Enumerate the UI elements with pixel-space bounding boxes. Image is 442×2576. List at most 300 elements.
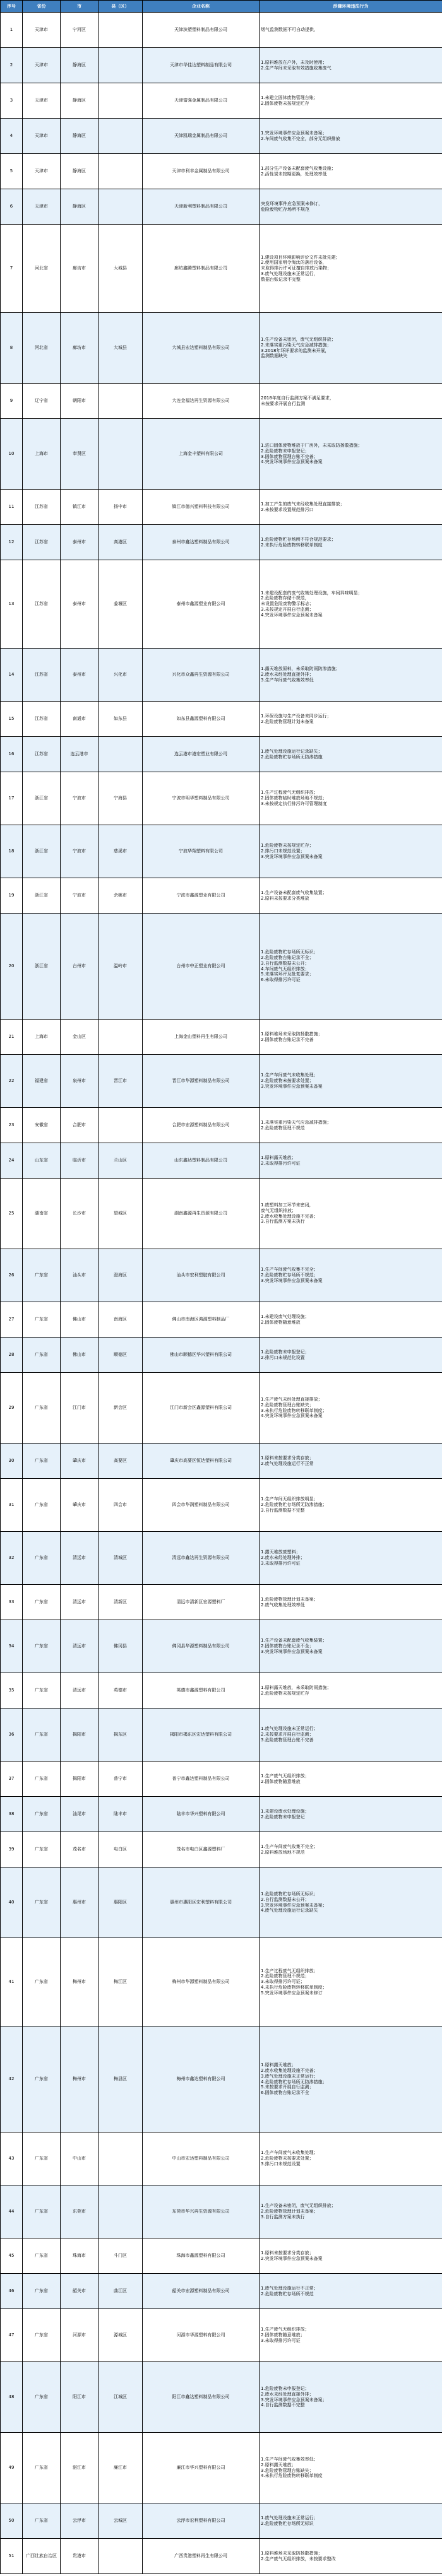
cell-violation: 1.原料未按要求分类存放； 2.废气处理设施运行不正常 (260, 1444, 442, 1479)
table-row (1, 2539, 442, 2574)
cell-violation: 1.原料堆场未采取防扬散措施； 2.生产废气无组织排放，未按要求整改 (260, 2539, 442, 2574)
table-row (1, 1832, 442, 1867)
cell-city: 江门市 (61, 1373, 99, 1444)
cell-violation: 1.生产废气未经处理直接排放； 2.危险废物管理台账缺失； 3.未执行危险废物转移联单制度； 4.突发环境事件应急预案未备案 (260, 1373, 442, 1444)
cell-county (99, 2132, 143, 2185)
cell-county (99, 2185, 143, 2238)
cell-county: 佛冈县 (99, 1620, 143, 1673)
cell-company: 泰州市鑫达塑料制品有限公司 (143, 525, 260, 560)
cell-city: 临沂市 (61, 1143, 99, 1179)
cell-index: 11 (1, 490, 23, 525)
cell-violation: 1.生产车间废气收集不完全； 2.危险废物贮存场所不规范； 3.突发环境事件应急预案未备案 (260, 1249, 442, 1302)
cell-index: 15 (1, 702, 23, 737)
cell-index: 4 (1, 119, 23, 154)
table-row (1, 13, 442, 48)
cell-index: 28 (1, 1338, 23, 1373)
cell-index: 34 (1, 1620, 23, 1673)
table-row (1, 2238, 442, 2274)
cell-violation: 1.原料露天堆放，未采取防雨措施； 2.危险废物未按规定贮存 (260, 1673, 442, 1709)
cell-violation: 1.废气处理设施运行不正常； 2.危险废物贮存场所不规范 (260, 2274, 442, 2309)
cell-company: 上海金山塑料再生有限公司 (143, 1020, 260, 1055)
cell-city: 泉州市 (61, 1055, 99, 1108)
table-row (1, 2132, 442, 2185)
cell-city: 贵港市 (61, 2539, 99, 2574)
cell-city: 清远市 (61, 1620, 99, 1673)
cell-county: 源城区 (99, 2309, 143, 2362)
table-row (1, 825, 442, 878)
cell-county: 如东县 (99, 702, 143, 737)
cell-province: 浙江省 (23, 825, 61, 878)
cell-county (99, 737, 143, 772)
cell-violation: 1.危险废物未按规定贮存； 2.排污口未规范设置； 3.突发环境事件应急预案未备案 (260, 825, 442, 878)
table-row (1, 1532, 442, 1585)
cell-company: 镇江市德兴塑料科技有限公司 (143, 490, 260, 525)
cell-province: 山东省 (23, 1143, 61, 1179)
cell-index: 2 (1, 48, 23, 83)
cell-company: 普宁市鑫达塑料制品有限公司 (143, 1761, 260, 1797)
cell-province: 广东省 (23, 2132, 61, 2185)
cell-county: 斗门区 (99, 2238, 143, 2274)
cell-province: 广东省 (23, 1444, 61, 1479)
cell-county: 曲江区 (99, 2274, 143, 2309)
header-county: 县（区） (99, 1, 143, 13)
cell-city: 阳江市 (61, 2362, 99, 2433)
cell-province: 广东省 (23, 2026, 61, 2132)
cell-index: 9 (1, 384, 23, 419)
cell-index: 35 (1, 1673, 23, 1709)
cell-company: 肇庆市高要区恒达塑料有限公司 (143, 1444, 260, 1479)
table-row (1, 1302, 442, 1338)
cell-city: 宁波市 (61, 772, 99, 825)
cell-city: 云浮市 (61, 2503, 99, 2539)
cell-county (99, 2539, 143, 2574)
cell-index: 43 (1, 2132, 23, 2185)
cell-province: 天津市 (23, 13, 61, 48)
table-row (1, 702, 442, 737)
cell-province: 广东省 (23, 1479, 61, 1532)
header-province: 省份 (23, 1, 61, 13)
table-row (1, 560, 442, 649)
cell-county: 四会市 (99, 1479, 143, 1532)
cell-county: 姜堰区 (99, 560, 143, 649)
cell-city: 静海区 (61, 48, 99, 83)
cell-county: 澄海区 (99, 1249, 143, 1302)
cell-province: 广东省 (23, 1338, 61, 1373)
cell-company: 梅州市鑫达塑料有限公司 (143, 2026, 260, 2132)
cell-violation: 1.加工产生的废气未经收集处理直接排放； 2.未按要求设置规范排污口 (260, 490, 442, 525)
cell-province: 江苏省 (23, 560, 61, 649)
cell-province: 广西壮族自治区 (23, 2539, 61, 2574)
cell-index: 27 (1, 1302, 23, 1338)
cell-violation: 1.危险废物未申报登记； 2.废水未经处理直接外排； 3.突发环境事件应急预案未备案； 4.自行监测数据不完整 (260, 2362, 442, 2433)
cell-city: 廊坊市 (61, 313, 99, 384)
table-row (1, 878, 442, 914)
cell-county: 梅县区 (99, 2026, 143, 2132)
cell-company: 天津新利塑料制品有限公司 (143, 189, 260, 225)
table-row (1, 154, 442, 189)
cell-city: 泰州市 (61, 649, 99, 702)
table-row (1, 119, 442, 154)
table-row (1, 419, 442, 490)
cell-county (99, 384, 143, 419)
cell-county: 温岭市 (99, 914, 143, 1020)
cell-city: 连云港市 (61, 737, 99, 772)
cell-index: 47 (1, 2309, 23, 2362)
table-row (1, 2362, 442, 2433)
cell-index: 36 (1, 1709, 23, 1761)
cell-province: 广东省 (23, 2238, 61, 2274)
cell-violation: 1.废气处理设施运行记录缺失； 2.危险废物贮存场所无防渗措施 (260, 737, 442, 772)
cell-index: 23 (1, 1108, 23, 1143)
cell-company: 兴化市众鑫再生资源有限公司 (143, 649, 260, 702)
cell-city: 汕头市 (61, 1249, 99, 1302)
cell-county: 廉江市 (99, 2433, 143, 2503)
cell-city: 汕尾市 (61, 1797, 99, 1832)
cell-violation: 1.未落实重污染天气应急减排措施； 2.危险废物管理不规范 (260, 1108, 442, 1143)
cell-city: 静海区 (61, 154, 99, 189)
cell-violation: 1.生产设备未配套废气收集装置； 2.固体废物台账记录不全； 3.突发环境事件应急预案未备案 (260, 1620, 442, 1673)
cell-city: 金山区 (61, 1020, 99, 1055)
cell-province: 浙江省 (23, 772, 61, 825)
cell-company: 大城县宏达塑料制品有限公司 (143, 313, 260, 384)
cell-county (99, 419, 143, 490)
cell-city: 长沙市 (61, 1179, 99, 1249)
cell-city: 清远市 (61, 1532, 99, 1585)
cell-province: 天津市 (23, 48, 61, 83)
cell-county: 清城区 (99, 1532, 143, 1585)
cell-province: 天津市 (23, 189, 61, 225)
cell-index: 48 (1, 2362, 23, 2433)
cell-index: 44 (1, 2185, 23, 2238)
header-violation: 涉嫌环境违法行为 (260, 1, 442, 13)
cell-city: 揭阳市 (61, 1761, 99, 1797)
cell-violation: 1.进口固体废物堆放于厂房外，未采取防扬散措施； 2.危险废物未申报登记； 3.固体废物管理台账不完善； 4.突发环境事件应急预案未备案 (260, 419, 442, 490)
cell-index: 20 (1, 914, 23, 1020)
cell-company: 东莞市华兴再生资源有限公司 (143, 2185, 260, 2238)
cell-violation: 1.环保设施与生产设备未同步运行； 2.危险废物管理计划未备案 (260, 702, 442, 737)
cell-province: 广东省 (23, 1832, 61, 1867)
table-row (1, 772, 442, 825)
header-index: 序号 (1, 1, 23, 13)
table-row (1, 1338, 442, 1373)
cell-city: 梅州市 (61, 1938, 99, 2026)
cell-province: 江苏省 (23, 737, 61, 772)
cell-violation: 1.废塑料加工环节未密闭， 废气无组织排放； 2.废水收集处理设施不完善； 3.自行监测方案未执行 (260, 1179, 442, 1249)
cell-province: 广东省 (23, 2362, 61, 2433)
cell-index: 14 (1, 649, 23, 702)
cell-company: 天津市华佳达塑料制品有限公司 (143, 48, 260, 83)
cell-province: 浙江省 (23, 878, 61, 914)
cell-company: 汕头市宏利塑胶有限公司 (143, 1249, 260, 1302)
cell-province: 广东省 (23, 2503, 61, 2539)
cell-violation: 1.原料露天堆放； 2.废水收集处理设施不完善； 3.废气处理设施未正常运行； 4.危险废物贮存场所无防渗措施； 5.未按要求开展自行监测； 6.固体废物台账记录不全 (260, 2026, 442, 2132)
cell-county (99, 83, 143, 119)
cell-company: 山东鑫达塑料制品有限公司 (143, 1143, 260, 1179)
cell-company: 茂名市电白区鑫源塑料厂 (143, 1832, 260, 1867)
cell-county (99, 154, 143, 189)
table-row (1, 1249, 442, 1302)
cell-violation: 1.未建设废气处理设施； 2.固体废物随意堆放 (260, 1302, 442, 1338)
cell-company: 云浮市宏利塑料有限公司 (143, 2503, 260, 2539)
cell-index: 30 (1, 1444, 23, 1479)
table-row (1, 2185, 442, 2238)
cell-index: 22 (1, 1055, 23, 1108)
table-row (1, 1761, 442, 1797)
cell-province: 广东省 (23, 1761, 61, 1797)
cell-province: 福建省 (23, 1055, 61, 1108)
cell-company: 宁波市明华塑料制品有限公司 (143, 772, 260, 825)
cell-province: 辽宁省 (23, 384, 61, 419)
cell-index: 39 (1, 1832, 23, 1867)
cell-violation: 1.突发环境事件应急预案未备案； 2.车间废气收集不完全，部分无组织排放 (260, 119, 442, 154)
cell-index: 1 (1, 13, 23, 48)
table-row (1, 2309, 442, 2362)
cell-violation: 1.废气处理设施未正常运行； 2.未按要求开展自行监测； 3.危险废物管理台账不完善 (260, 1709, 442, 1761)
cell-violation: 1.生产过程废气无组织排放； 2.固体废物临时堆放场地不规范； 3.未按规定执行排污许可管理制度 (260, 772, 442, 825)
cell-city: 镇江市 (61, 490, 99, 525)
cell-index: 33 (1, 1585, 23, 1620)
cell-province: 广东省 (23, 1585, 61, 1620)
cell-violation: 1.生产车间无组织排放明显； 2.危险废物贮存场所无防渗措施； 3.自行监测数据不完整 (260, 1479, 442, 1532)
cell-index: 46 (1, 2274, 23, 2309)
cell-company: 天津凯瑞金属制品有限公司 (143, 119, 260, 154)
cell-company: 广西贵港塑料再生有限公司 (143, 2539, 260, 2574)
table-row (1, 1108, 442, 1143)
cell-province: 河北省 (23, 225, 61, 313)
cell-company: 揭阳市揭东区宏达塑料有限公司 (143, 1709, 260, 1761)
cell-city: 奉贤区 (61, 419, 99, 490)
cell-index: 16 (1, 737, 23, 772)
table-row (1, 2433, 442, 2503)
cell-company: 清远市鑫达再生资源有限公司 (143, 1532, 260, 1585)
cell-province: 广东省 (23, 1673, 61, 1709)
cell-violation: 1.生产废气无组织排放； 2.固体废物随意堆放； 3.未取得排污许可证 (260, 2309, 442, 2362)
cell-county: 高港区 (99, 525, 143, 560)
cell-province: 上海市 (23, 419, 61, 490)
cell-county: 大城县 (99, 313, 143, 384)
header-company: 企业名称 (143, 1, 260, 13)
cell-county: 晋江市 (99, 1055, 143, 1108)
cell-violation: 1.原料堆场未采取防扬散措施； 2.固体废物台账记录不完善 (260, 1020, 442, 1055)
table-row (1, 1938, 442, 2026)
cell-company: 天津富强金属制品有限公司 (143, 83, 260, 119)
cell-county: 慈溪市 (99, 825, 143, 878)
cell-violation: 1.生产设备未配套废气收集装置； 2.原料未按要求分类堆放 (260, 878, 442, 914)
cell-violation: 1.原料未按要求分类存放； 2.突发环境事件应急预案未备案 (260, 2238, 442, 2274)
cell-violation: 突发环境事件应急预案未修订， 危险废物贮存场所不规范 (260, 189, 442, 225)
cell-city: 静海区 (61, 189, 99, 225)
cell-county: 江城区 (99, 2362, 143, 2433)
cell-county: 扬中市 (99, 490, 143, 525)
cell-city: 惠州市 (61, 1867, 99, 1938)
table-row (1, 1797, 442, 1832)
cell-county (99, 189, 143, 225)
table-row (1, 1673, 442, 1709)
cell-city: 清远市 (61, 1673, 99, 1709)
cell-province: 广东省 (23, 1797, 61, 1832)
cell-index: 42 (1, 2026, 23, 2132)
cell-province: 湖南省 (23, 1179, 61, 1249)
cell-company: 韶关市宏源塑料制品有限公司 (143, 2274, 260, 2309)
cell-county: 电白区 (99, 1832, 143, 1867)
table-row (1, 2274, 442, 2309)
cell-province: 江苏省 (23, 525, 61, 560)
cell-index: 25 (1, 1179, 23, 1249)
cell-violation: 1.部分生产设备未配套废气收集设施； 2.活性炭未按期更换，处理效率低 (260, 154, 442, 189)
table-row (1, 189, 442, 225)
table-row (1, 1373, 442, 1444)
table-row (1, 225, 442, 313)
table-row (1, 1444, 442, 1479)
cell-province: 广东省 (23, 1709, 61, 1761)
cell-company: 宁波华翔塑料有限公司 (143, 825, 260, 878)
cell-company: 四会市华润塑料制品有限公司 (143, 1479, 260, 1532)
cell-index: 18 (1, 825, 23, 878)
cell-city: 佛山市 (61, 1302, 99, 1338)
cell-violation: 1.危险废物未申报登记； 2.排污口未规范化设置 (260, 1338, 442, 1373)
table-row (1, 313, 442, 384)
cell-index: 38 (1, 1797, 23, 1832)
cell-city: 泰州市 (61, 525, 99, 560)
table-row (1, 1143, 442, 1179)
cell-violation: 1.露天堆放废塑料； 2.废水未经处理外排； 3.未取得排污许可证 (260, 1532, 442, 1585)
cell-index: 29 (1, 1373, 23, 1444)
cell-company: 清远市清新区宏源塑料厂 (143, 1585, 260, 1620)
cell-city: 中山市 (61, 2132, 99, 2185)
cell-county: 云城区 (99, 2503, 143, 2539)
cell-province: 广东省 (23, 2433, 61, 2503)
cell-county: 望城区 (99, 1179, 143, 1249)
cell-violation: 2018年度自行监测方案不满足要求， 未按要求开展自行监测 (260, 384, 442, 419)
cell-violation: 1.未建设配套的废气收集处理设施，车间异味明显； 2.危险废物存储不规范， 未设置危险废物警示标志； 3.未按规定开展自行监测； 4.突发环境事件应急预案未备案 (260, 560, 442, 649)
cell-violation: 1.生产设备未密闭，废气无组织排放； 2.未落实重污染天气应急减排措施； 3.2018年环评要求的监测未开展， 监测数据缺失 (260, 313, 442, 384)
cell-company: 英德市鑫源塑料有限公司 (143, 1673, 260, 1709)
cell-index: 19 (1, 878, 23, 914)
cell-index: 49 (1, 2433, 23, 2503)
cell-county: 普宁市 (99, 1761, 143, 1797)
cell-province: 天津市 (23, 83, 61, 119)
cell-index: 12 (1, 525, 23, 560)
cell-violation: 1.危险废物贮存场所不符合规范要求； 2.未执行危险废物转移联单制度 (260, 525, 442, 560)
cell-county: 大城县 (99, 225, 143, 313)
cell-company: 湖南鑫源再生资源有限公司 (143, 1179, 260, 1249)
cell-province: 天津市 (23, 119, 61, 154)
cell-county: 新会区 (99, 1373, 143, 1444)
table-row (1, 525, 442, 560)
cell-company: 上海金丰塑料有限公司 (143, 419, 260, 490)
table-row (1, 490, 442, 525)
cell-company: 泰州市鑫源塑业有限公司 (143, 560, 260, 649)
cell-violation: 1.建设项目环境影响评价文件未批先建； 2.使用国家明令淘汰的落后设备， 未取得排污许可证擅自排放污染物； 3.废气处理设施未正常运行， 数据台账记录不完整 (260, 225, 442, 313)
cell-county: 陆丰市 (99, 1797, 143, 1832)
table-row (1, 1620, 442, 1673)
cell-county: 惠阳区 (99, 1867, 143, 1938)
cell-violation: 1.生产车间废气未收集处理； 2.危险废物未按要求处置； 3.突发环境事件应急预案未备案 (260, 1055, 442, 1108)
cell-violation: 1.未建设废水处理设施； 2.危险废物未申报登记 (260, 1797, 442, 1832)
cell-violation: 1.危险废物贮存场所无标识； 2.危险废物台账记录不全； 3.自行监测数据未公开； 4.车间废气无组织排放； 5.未落实环评及批复要求； 6.未取得排污许可证 (260, 914, 442, 1020)
cell-index: 51 (1, 2539, 23, 2574)
cell-violation: 1.生产车间废气未收集处理； 2.危险废物未按要求处置； 3.排污口未规范设置 (260, 2132, 442, 2185)
cell-violation: 1.生产废气无组织排放； 2.固体废物随意堆放 (260, 1761, 442, 1797)
cell-city: 南通市 (61, 702, 99, 737)
cell-index: 10 (1, 419, 23, 490)
cell-province: 广东省 (23, 1302, 61, 1338)
cell-index: 37 (1, 1761, 23, 1797)
cell-province: 广东省 (23, 2274, 61, 2309)
cell-index: 13 (1, 560, 23, 649)
cell-province: 江苏省 (23, 702, 61, 737)
cell-county: 清新区 (99, 1585, 143, 1620)
cell-city: 廊坊市 (61, 225, 99, 313)
cell-city: 合肥市 (61, 1108, 99, 1143)
table-row (1, 1020, 442, 1055)
cell-city: 宁波市 (61, 825, 99, 878)
cell-company: 天津滨塑塑料制品有限公司 (143, 13, 260, 48)
cell-city: 梅州市 (61, 2026, 99, 2132)
table-row (1, 1585, 442, 1620)
table-row (1, 2503, 442, 2539)
cell-violation: 1.废气处理设施未正常运行； 2.危险废物贮存场所无标识 (260, 2503, 442, 2539)
table-row (1, 2026, 442, 2132)
cell-company: 廊坊鑫腾塑料制品有限公司 (143, 225, 260, 313)
cell-county: 梅江区 (99, 1938, 143, 2026)
cell-company: 佛山市南海区鸿源塑料制品厂 (143, 1302, 260, 1338)
cell-province: 江苏省 (23, 490, 61, 525)
cell-city: 清远市 (61, 1585, 99, 1620)
cell-violation: 1.生产车间废气收集效率低； 2.原料露天堆放； 3.危险废物管理台账缺失； 4.未执行危险废物转移联单制度 (260, 2433, 442, 2503)
cell-company: 廉江市华兴塑料有限公司 (143, 2433, 260, 2503)
cell-province: 广东省 (23, 1249, 61, 1302)
cell-index: 41 (1, 1938, 23, 2026)
cell-county (99, 1020, 143, 1055)
cell-violation: 1.危险废物管理计划未备案； 2.废气收集处理效率低 (260, 1585, 442, 1620)
cell-company: 合肥市宏源塑料制品有限公司 (143, 1108, 260, 1143)
table-row (1, 48, 442, 83)
cell-county: 英德市 (99, 1673, 143, 1709)
cell-province: 安徽省 (23, 1108, 61, 1143)
cell-index: 24 (1, 1143, 23, 1179)
cell-county: 兴化市 (99, 649, 143, 702)
cell-company: 中山市宏达塑料制品有限公司 (143, 2132, 260, 2185)
cell-violation: 1.未建立固体废物管理台账； 2.固体废物未按规定贮存 (260, 83, 442, 119)
cell-company: 阳江市鑫达塑料制品有限公司 (143, 2362, 260, 2433)
cell-province: 江苏省 (23, 649, 61, 702)
cell-violation: 1.露天堆放原料，未采取防雨防渗措施； 2.废水未经处理直接外排； 3.生产车间废气收集效率低 (260, 649, 442, 702)
cell-county: 揭东区 (99, 1709, 143, 1761)
cell-index: 40 (1, 1867, 23, 1938)
cell-city: 揭阳市 (61, 1709, 99, 1761)
cell-county: 余姚市 (99, 878, 143, 914)
cell-county (99, 13, 143, 48)
cell-province: 浙江省 (23, 914, 61, 1020)
cell-province: 广东省 (23, 1532, 61, 1585)
cell-province: 广东省 (23, 1938, 61, 2026)
cell-city: 肇庆市 (61, 1479, 99, 1532)
cell-index: 5 (1, 154, 23, 189)
table-row (1, 1709, 442, 1761)
cell-company: 梅州市华源塑料制品有限公司 (143, 1938, 260, 2026)
cell-index: 21 (1, 1020, 23, 1055)
cell-company: 珠海市鑫源塑料有限公司 (143, 2238, 260, 2274)
cell-county (99, 119, 143, 154)
cell-index: 50 (1, 2503, 23, 2539)
cell-province: 广东省 (23, 2185, 61, 2238)
cell-violation: 烟气监测数据不可自动提供， (260, 13, 442, 48)
cell-city: 静海区 (61, 119, 99, 154)
cell-city: 湛江市 (61, 2433, 99, 2503)
cell-company: 宁波市鑫源塑业有限公司 (143, 878, 260, 914)
cell-violation: 1.生产过程废气无组织排放； 2.危险废物管理不规范； 3.未取得排污许可证； 4.未执行危险废物转移联单制度； 5.突发环境事件应急预案未修订 (260, 1938, 442, 2026)
